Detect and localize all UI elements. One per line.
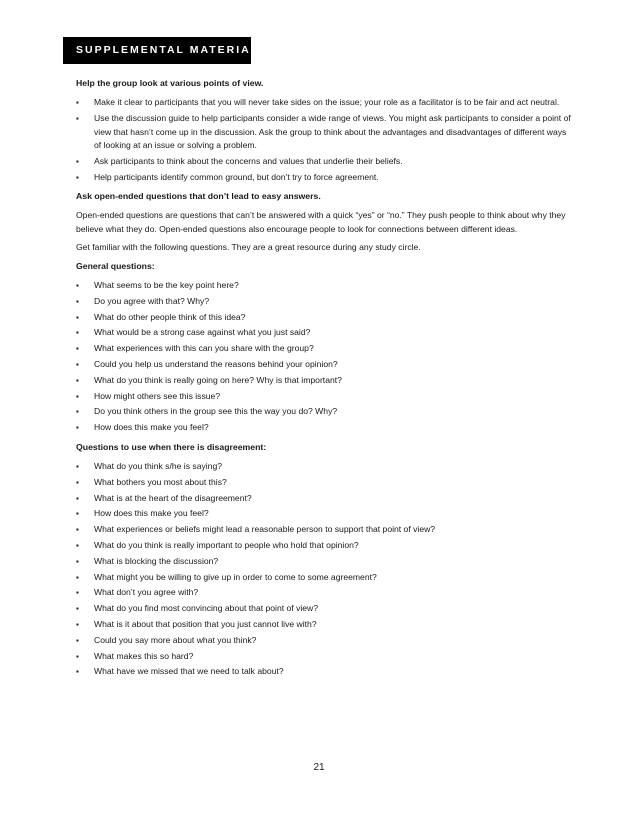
- list-item-text: Could you help us understand the reasons behind your opinion?: [94, 359, 338, 370]
- square-bullet-icon: ▪: [76, 391, 79, 401]
- square-bullet-icon: ▪: [76, 651, 79, 661]
- square-bullet-icon: ▪: [76, 541, 79, 551]
- list-item-text: Do you think others in the group see this the way you do? Why?: [94, 406, 338, 417]
- square-bullet-icon: ▪: [76, 98, 79, 108]
- list-item: [76, 665, 574, 678]
- list-item: [76, 112, 574, 152]
- list-item: [76, 634, 574, 647]
- list-item-text: What makes this so hard?: [94, 650, 194, 661]
- section-heading-general-questions: General questions:: [76, 260, 155, 271]
- square-bullet-icon: ▪: [76, 667, 79, 677]
- page-number: 21: [313, 762, 325, 773]
- square-bullet-icon: ▪: [76, 525, 79, 535]
- list-item-text: How might others see this issue?: [94, 390, 221, 401]
- list-item: [76, 311, 574, 324]
- list-item-text: What would be a strong case against what you just said?: [94, 327, 311, 338]
- list-item: [76, 507, 574, 520]
- list-item: [76, 171, 574, 184]
- list-item-text: How does this make you feel?: [94, 422, 209, 433]
- page-content: [76, 77, 574, 685]
- square-bullet-icon: ▪: [76, 423, 79, 433]
- list-item-text: What do you think is really important to people who hold that opinion?: [94, 540, 359, 551]
- list-item: [76, 405, 574, 418]
- bullet-list-general-questions: [76, 279, 574, 435]
- square-bullet-icon: ▪: [76, 620, 79, 629]
- list-item: [76, 155, 574, 168]
- square-bullet-icon: ▪: [76, 312, 79, 322]
- list-item-text: What do you think is really going on here? Why is that important?: [94, 374, 342, 385]
- square-bullet-icon: ▪: [76, 635, 79, 645]
- list-item: [76, 295, 574, 308]
- list-item: [76, 523, 574, 536]
- list-item: [76, 555, 574, 568]
- square-bullet-icon: ▪: [76, 114, 79, 124]
- list-item-text: Make it clear to participants that you will never take sides on the issue; your role as a facilitator is to be fair and act neutral.: [94, 97, 560, 108]
- paragraph-open-ended-definition: Open-ended questions are questions that can’t be answered with a quick “yes” or “no.” They push people to think about why they believe what they do. Open-ended questions also encourage people to look for connections between different ideas.: [76, 210, 566, 234]
- list-item-text: What do other people think of this idea?: [94, 311, 246, 322]
- section-heading-points-of-view: Help the group look at various points of view.: [76, 78, 264, 88]
- list-item-text: Could you say more about what you think?: [94, 634, 257, 645]
- list-item-text: Help participants identify common ground, but don’t try to force agreement.: [94, 171, 379, 182]
- square-bullet-icon: ▪: [76, 296, 79, 306]
- list-item: [76, 342, 574, 355]
- list-item-text: Do you agree with that? Why?: [94, 295, 210, 306]
- list-item-text: How does this make you feel?: [94, 508, 209, 519]
- list-item-text: What do you think s/he is saying?: [94, 461, 223, 472]
- square-bullet-icon: ▪: [76, 156, 79, 166]
- square-bullet-icon: ▪: [76, 604, 79, 614]
- section-heading-disagreement-questions: Questions to use when there is disagreement:: [76, 441, 267, 452]
- square-bullet-icon: ▪: [76, 375, 79, 385]
- square-bullet-icon: ▪: [76, 572, 79, 582]
- square-bullet-icon: ▪: [76, 344, 79, 354]
- square-bullet-icon: ▪: [76, 462, 79, 472]
- list-item: [76, 460, 574, 473]
- paragraph-get-familiar: Get familiar with the following questions. They are a great resource during any study circle.: [76, 242, 421, 253]
- list-item: [76, 390, 574, 403]
- square-bullet-icon: ▪: [76, 172, 79, 182]
- list-item: [76, 421, 574, 434]
- square-bullet-icon: ▪: [76, 328, 79, 338]
- list-item-text: What do you find most convincing about that point of view?: [94, 603, 319, 614]
- list-item: [76, 586, 574, 599]
- list-item: [76, 374, 574, 387]
- list-item-text: What experiences or beliefs might lead a reasonable person to support that point of view?: [94, 524, 436, 535]
- bullet-list-points-of-view: [76, 96, 574, 184]
- square-bullet-icon: ▪: [76, 407, 79, 417]
- list-item-text: What might you be willing to give up in order to come to some agreement?: [94, 571, 377, 582]
- list-item: [76, 539, 574, 552]
- list-item-text: What is blocking the discussion?: [94, 555, 219, 566]
- list-item-text: What bothers you most about this?: [94, 476, 227, 487]
- list-item-text: What is at the heart of the disagreement?: [94, 492, 252, 503]
- square-bullet-icon: ▪: [76, 493, 79, 503]
- list-item: [76, 358, 574, 371]
- list-item: [76, 618, 574, 631]
- list-item: [76, 602, 574, 615]
- square-bullet-icon: ▪: [76, 588, 79, 598]
- section-banner: SUPPLEMENTAL MATERIALS: [63, 37, 251, 64]
- list-item-text: What don’t you agree with?: [94, 587, 199, 598]
- section-heading-open-ended: Ask open-ended questions that don’t lead to easy answers.: [76, 191, 321, 202]
- square-bullet-icon: ▪: [76, 360, 79, 370]
- square-bullet-icon: ▪: [76, 509, 79, 519]
- square-bullet-icon: ▪: [76, 477, 79, 487]
- list-item: [76, 476, 574, 489]
- list-item-text: What is it about that position that you just cannot live with?: [94, 619, 317, 629]
- list-item-text: What experiences with this can you share with the group?: [94, 343, 314, 354]
- list-item: [76, 492, 574, 505]
- list-item-text: Use the discussion guide to help participants consider a wide range of views. You might ask participants to consider a point of view that hasn’t come up in the discussion. Ask the group to think about the advantages and disadvantages of different ways of looking at an issue or solving a problem.: [94, 113, 571, 151]
- square-bullet-icon: ▪: [76, 556, 79, 566]
- list-item-text: Ask participants to think about the concerns and values that underlie their beliefs.: [94, 155, 403, 166]
- list-item: [76, 326, 574, 339]
- list-item: [76, 650, 574, 663]
- list-item: [76, 571, 574, 584]
- list-item-text: What seems to be the key point here?: [94, 280, 239, 291]
- list-item-text: What have we missed that we need to talk about?: [94, 666, 284, 677]
- list-item: [76, 279, 574, 292]
- square-bullet-icon: ▪: [76, 281, 79, 291]
- list-item: [76, 96, 574, 109]
- bullet-list-disagreement-questions: [76, 460, 574, 679]
